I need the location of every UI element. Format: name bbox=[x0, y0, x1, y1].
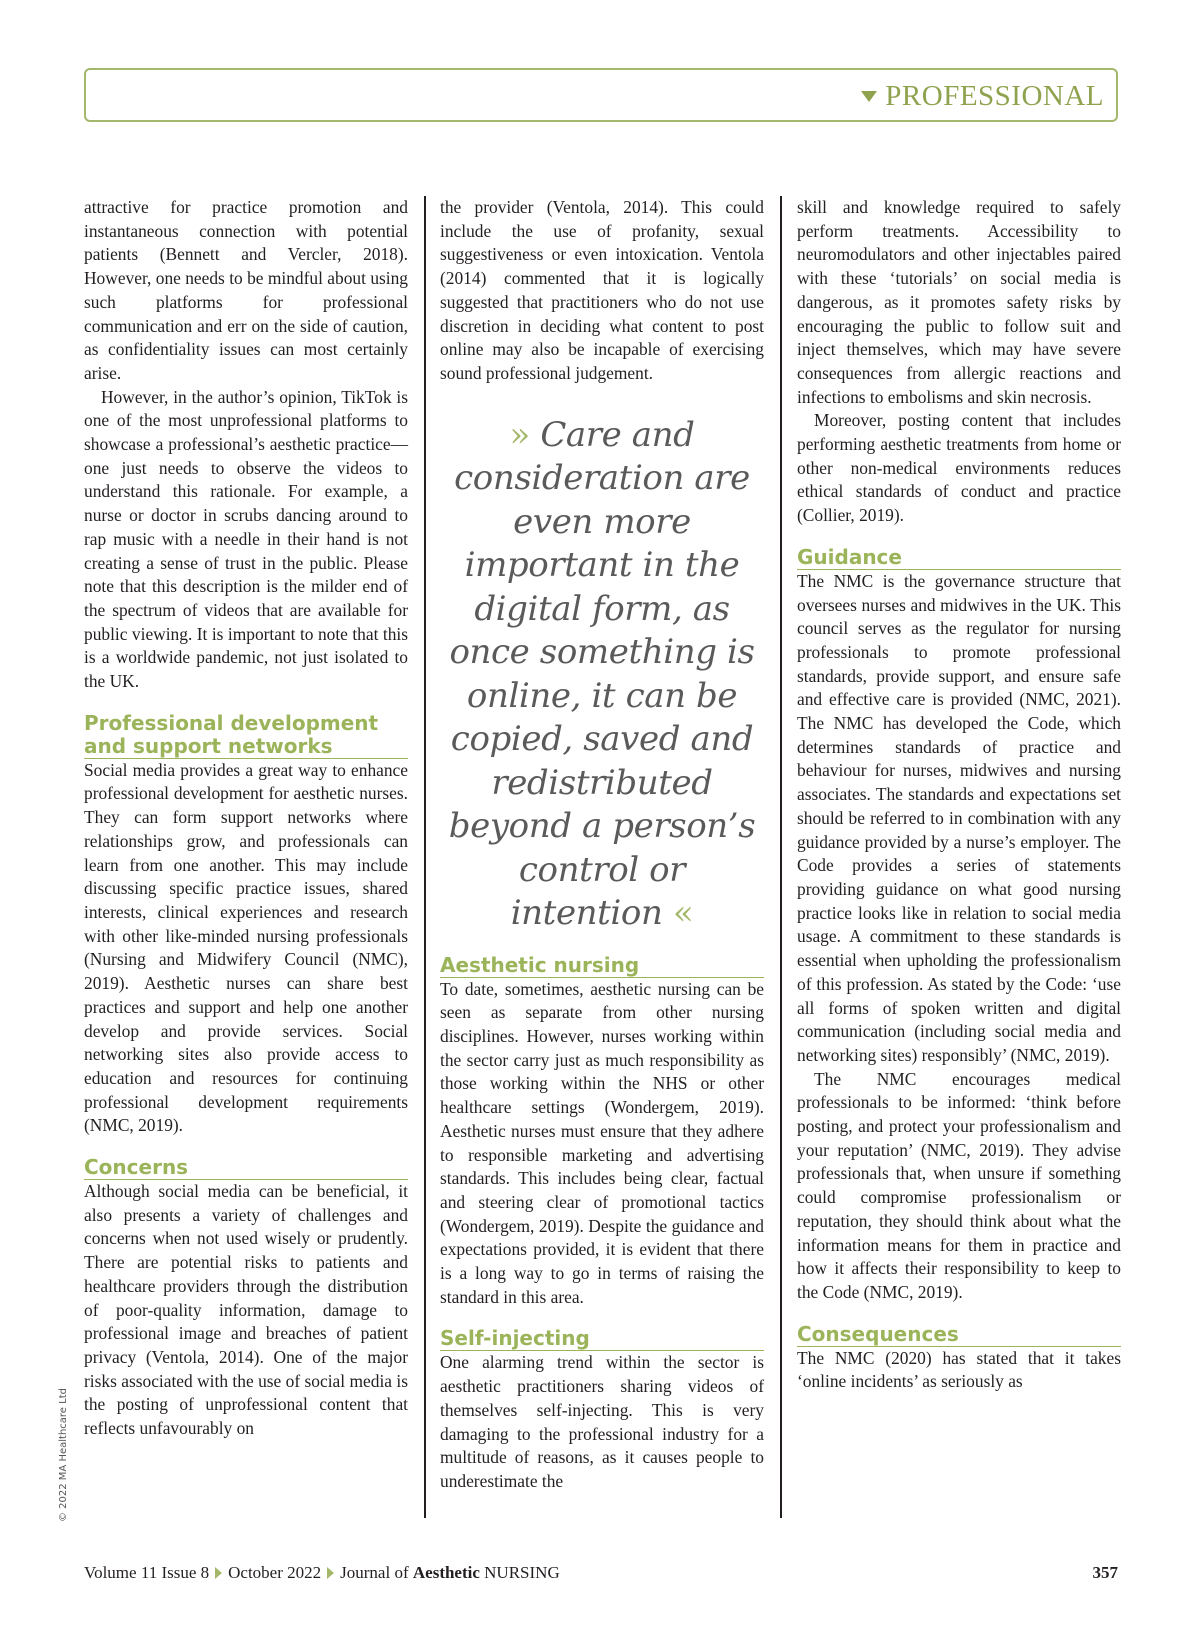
page-footer bbox=[84, 1563, 1118, 1583]
pull-quote bbox=[440, 414, 764, 936]
footer-journal-prefix: Journal of bbox=[340, 1563, 409, 1582]
paragraph: The NMC is the governance structure that oversees nurses and midwives in the UK. This council serves as the regulator for nursing professionals to promote professional standards, provide support, and ensure safe and effective care is provided (NMC, 2021). The NMC has developed the Code, which determines standards of practice and behaviour for nurses, midwives and nursing associates. The standards and expectations set should be referred to in combination with any guidance provided by a nurse’s employer. The Code provides a series of statements providing guidance on what good nursing practice looks like in relation to social media usage. A commitment to these standards is essential when upholding the professionalism of this profession. As stated by the Code: ‘use all forms of spoken written and digital communication (including social media and networking sites) responsibly’ (NMC, 2019). bbox=[797, 570, 1121, 1065]
text-column-1 bbox=[84, 196, 408, 1441]
section-header-box bbox=[84, 68, 1118, 122]
text-column-3 bbox=[797, 196, 1121, 1394]
paragraph: Although social media can be beneficial, it also presents a variety of challenges and concerns when not used wisely or prudently. There are potential risks to patients and healthcare providers through the distribution of poor-quality information, damage to professional image and breaches of patient privacy (Ventola, 2014). One of the major risks associated with the use of social media is the posting of unprofessional content that reflects unfavourably on bbox=[84, 1181, 408, 1439]
section-heading: Self-injecting bbox=[440, 1327, 764, 1351]
triangle-right-icon bbox=[215, 1567, 222, 1579]
paragraph: Moreover, posting content that includes performing aesthetic treatments from home or other non-medical environments reduces ethical standards of conduct and practice (Collier, 2019). bbox=[797, 410, 1121, 526]
column-divider bbox=[424, 196, 426, 1518]
paragraph: the provider (Ventola, 2014). This could include the use of profanity, sexual suggestiveness or even intoxication. Ventola (2014) commented that it is logically suggested that practitioners who do not use discretion in deciding what content to post online may also be incapable of exercising sound professional judgement. bbox=[440, 197, 764, 383]
triangle-right-icon bbox=[327, 1567, 334, 1579]
copyright-notice: © 2022 MA Healthcare Ltd bbox=[58, 1388, 69, 1522]
pull-quote-text: Care and consideration are even more important in the digital form, as once something is online, it can be copied, saved and redistributed beyond a person’s control or intention bbox=[448, 414, 756, 934]
section-heading: Professional development and support networks bbox=[84, 712, 408, 759]
section-label bbox=[861, 80, 1104, 113]
text-column-2 bbox=[440, 196, 764, 1494]
quote-close-mark: « bbox=[672, 893, 694, 934]
section-title: PROFESSIONAL bbox=[885, 80, 1104, 112]
quote-open-mark: » bbox=[509, 414, 530, 455]
section-heading: Aesthetic nursing bbox=[440, 954, 764, 978]
section-heading: Concerns bbox=[84, 1156, 408, 1180]
paragraph: The NMC (2020) has stated that it takes ‘online incidents’ as seriously as bbox=[797, 1347, 1121, 1392]
triangle-down-icon bbox=[861, 91, 877, 102]
paragraph: The NMC encourages medical professionals to be informed: ‘think before posting, and protect your professionalism and your reputation’ (NMC, 2019). They advise professionals that, when unsure if something could compromise professionalism or reputation, they should think about what the information means for them in practice and how it affects their responsibility to keep to the Code (NMC, 2019). bbox=[797, 1068, 1121, 1302]
paragraph: Social media provides a great way to enhance professional development for aesthetic nurses. They can form support networks where relationships grow, and professionals can learn from one another. This may include discussing specific practice issues, shared interests, clinical experiences and research with other like-minded nursing professionals (Nursing and Midwifery Council (NMC), 2019). Aesthetic nurses can share best practices and support and help one another develop and provide services. Social networking sites also provide access to education and resources for continuing professional development requirements (NMC, 2019). bbox=[84, 759, 408, 1136]
paragraph: skill and knowledge required to safely perform treatments. Accessibility to neuromodulators and other injectables paired with these ‘tutorials’ on social media is dangerous, as it promotes safety risks by encouraging the public to follow suit and inject themselves, which may have severe consequences from allergic reactions and infections to embolisms and skin necrosis. bbox=[797, 197, 1121, 407]
footer-volume: Volume 11 Issue 8 bbox=[84, 1563, 210, 1582]
section-heading: Guidance bbox=[797, 546, 1121, 570]
page-number: 357 bbox=[1092, 1563, 1118, 1582]
paragraph: To date, sometimes, aesthetic nursing can be seen as separate from other nursing disciplines. However, nurses working within the sector carry just as much responsibility as those working within the NHS or other healthcare settings (Wondergem, 2019). Aesthetic nurses must ensure that they adhere to responsible marketing and advertising standards. This includes being clear, factual and steering clear of promotional tactics (Wondergem, 2019). Despite the guidance and expectations provided, it is evident that there is a long way to go in terms of raising the standard in this area. bbox=[440, 978, 764, 1307]
footer-journal-suffix: NURSING bbox=[484, 1563, 560, 1582]
paragraph: However, in the author’s opinion, TikTok is one of the most unprofessional platforms to showcase a professional’s aesthetic practice—one just needs to observe the videos to understand this rationale. For example, a nurse or doctor in scrubs dancing around to rap music with a needle in their hand is not creating a sense of trust in the public. Please note that this description is the milder end of the spectrum of videos that are available for public viewing. It is important to note that this is a worldwide pandemic, not just isolated to the UK. bbox=[84, 386, 408, 692]
section-heading: Consequences bbox=[797, 1323, 1121, 1347]
paragraph: attractive for practice promotion and instantaneous connection with potential patients (Bennett and Vercler, 2018). However, one needs to be mindful about using such platforms for professional communication and err on the side of caution, as confidentiality issues can most certainly arise. bbox=[84, 197, 408, 383]
footer-journal-bold: Aesthetic bbox=[412, 1563, 480, 1582]
footer-date: October 2022 bbox=[228, 1563, 322, 1582]
paragraph: One alarming trend within the sector is aesthetic practitioners sharing videos of themselves self-injecting. This is very damaging to the professional industry for a multitude of reasons, as it causes people to underestimate the bbox=[440, 1352, 764, 1491]
column-divider bbox=[780, 196, 782, 1518]
